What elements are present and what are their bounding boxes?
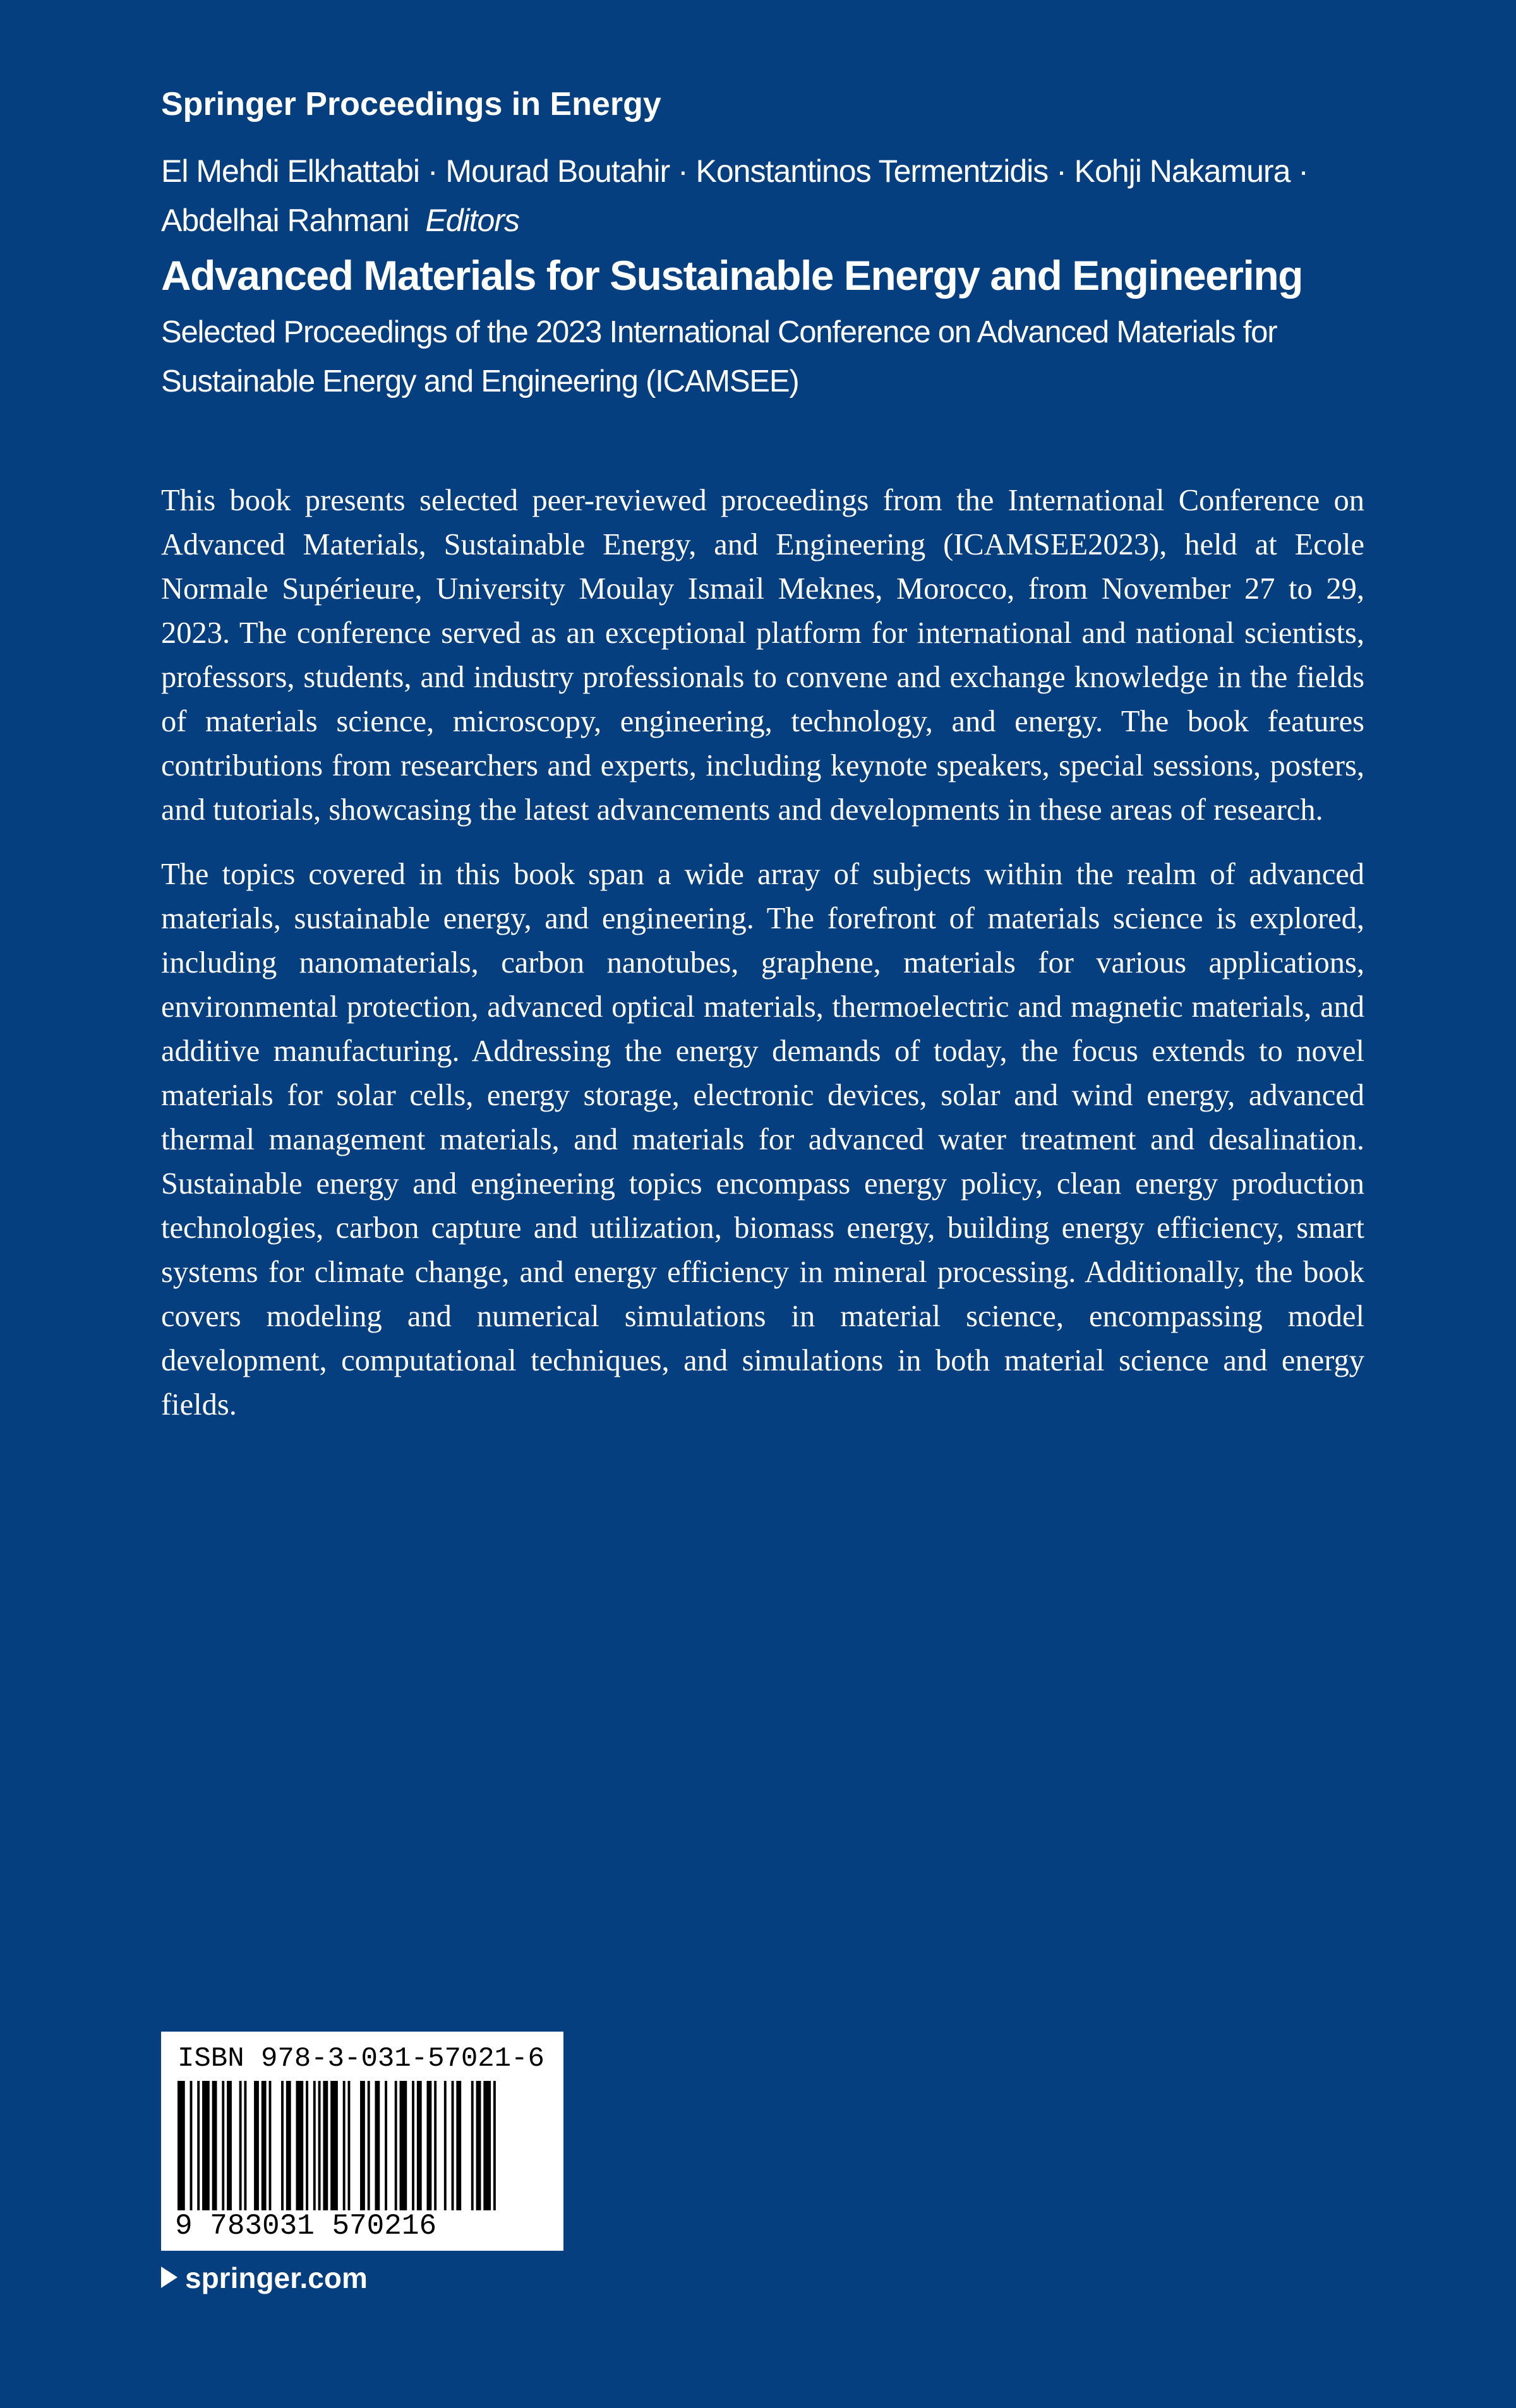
barcode-bar — [452, 2081, 454, 2210]
barcode-bar — [323, 2081, 328, 2210]
barcode-bar — [222, 2081, 224, 2210]
barcode-bar — [254, 2081, 259, 2210]
barcode-bar — [296, 2081, 303, 2210]
barcode-bar — [471, 2081, 474, 2210]
description — [161, 479, 1364, 1447]
barcode-bar — [212, 2081, 217, 2210]
barcode-bar — [444, 2081, 447, 2210]
barcode-bar — [395, 2081, 397, 2210]
barcode-bar — [493, 2081, 496, 2210]
editors-line-2 — [161, 196, 1424, 245]
barcode-bar — [417, 2081, 422, 2210]
barcode-bar — [330, 2081, 338, 2210]
editors-line-1: El Mehdi Elkhattabi · Mourad Boutahir · Konstantinos Termentzidis · Kohji Nakamura · — [161, 153, 1308, 189]
barcode-bar — [368, 2081, 370, 2210]
barcode-bar — [343, 2081, 346, 2210]
springer-link[interactable] — [161, 2259, 368, 2297]
barcode-bar — [385, 2081, 387, 2210]
barcode-bar — [286, 2081, 291, 2210]
barcode-bar — [456, 2081, 461, 2210]
springer-link-text: springer.com — [185, 2261, 368, 2294]
editors-list — [161, 147, 1424, 245]
barcode-bar — [202, 2081, 210, 2210]
isbn-label: ISBN 978-3-031-57021-6 — [177, 2043, 544, 2075]
barcode-bar — [239, 2081, 242, 2210]
barcode-bar — [306, 2081, 308, 2210]
barcode-bar — [227, 2081, 232, 2210]
barcode-bar — [281, 2081, 284, 2210]
barcode-bar — [434, 2081, 436, 2210]
barcode-bar — [360, 2081, 365, 2210]
barcode-bars — [175, 2081, 551, 2210]
barcode-bar — [190, 2081, 193, 2210]
description-paragraph-2: The topics covered in this book span a wide array of subjects within the realm of advanced materials, sustainable energy, and engineering. The forefront of materials science is explored, including nanomaterials, carbon nanotubes, graphene, materials for various applications, environmental protection, advanced optical materials, thermoelectric and magnetic materials, and additive manufacturing. Addressing the energy demands of today, the focus extends to novel materials for solar cells, energy storage, electronic devices, solar and wind energy, advanced thermal management materials, and materials for advanced water treatment and desalination. Sustainable energy and engineering topics encompass energy policy, clean energy production technologies, carbon capture and utilization, biomass energy, building energy efficiency, smart systems for climate change, and energy efficiency in mineral processing. Additionally, the book covers modeling and numerical simulations in material science, encompassing model development, computational techniques, and simulations in both material science and energy fields. — [161, 858, 1364, 1422]
barcode-bar — [476, 2081, 481, 2210]
barcode-bar — [348, 2081, 351, 2210]
barcode-bar — [244, 2081, 246, 2210]
description-paragraph-1: This book presents selected peer-reviewed proceedings from the International Conference on Advanced Materials, Sustainable Energy, and Engineering (ICAMSEE2023), held at Ecole Normale Supérieure, University Moulay Ismail Meknes, Morocco, from November 27 to 29, 2023. The conference served as an exceptional platform for international and national scientists, professors, students, and industry professionals to convene and exchange knowledge in the fields of materials science, microscopy, engineering, technology, and energy. The book features contributions from researchers and experts, including keynote speakers, special sessions, posters, and tutorials, showcasing the latest advancements and developments in these areas of research. — [161, 484, 1364, 827]
barcode-bar — [400, 2081, 407, 2210]
triangle-right-icon — [161, 2259, 177, 2297]
editor-name: Abdelhai Rahmani — [161, 203, 409, 238]
isbn-barcode — [161, 2032, 563, 2251]
book-subtitle: Selected Proceedings of the 2023 International Conference on Advanced Materials for Sustainable Energy and Engineering (ICAMSEE) — [161, 315, 1277, 398]
barcode-bar — [269, 2081, 272, 2210]
book-title: Advanced Materials for Sustainable Energy and Engineering — [161, 252, 1302, 299]
barcode-bar — [177, 2081, 185, 2210]
barcode-bar — [262, 2081, 267, 2210]
series-name: Springer Proceedings in Energy — [161, 86, 661, 123]
barcode-bar — [483, 2081, 491, 2210]
barcode-bar — [375, 2081, 380, 2210]
barcode-bar — [313, 2081, 316, 2210]
barcode-bar — [318, 2081, 321, 2210]
editors-role: Editors — [425, 203, 520, 238]
barcode-bar — [412, 2081, 414, 2210]
barcode-bar — [197, 2081, 200, 2210]
barcode-bar — [427, 2081, 432, 2210]
barcode-digits: 9 783031 570216 — [175, 2210, 437, 2243]
